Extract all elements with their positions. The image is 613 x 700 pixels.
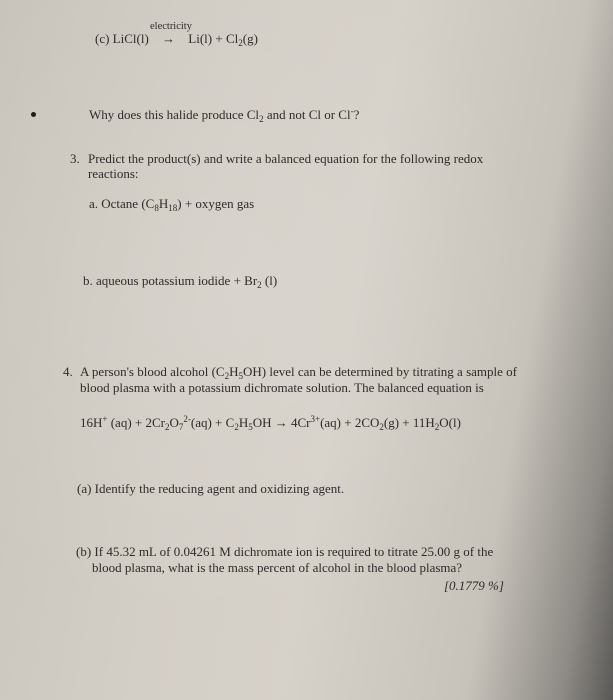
question-3b: b. aqueous potassium iodide + $Br_2$ (l) bbox=[83, 273, 278, 290]
balanced-equation: 16H+ $(aq) + 2Cr_2O_7^{2-}(aq) + C_2H_5OH \to 4Cr^{3+}(aq) + 2CO_2(g) + 11H_2O(l)$ bbox=[80, 414, 461, 432]
question-4-number: 4. bbox=[63, 364, 73, 379]
question-4-text-line1: A person's blood alcohol $(C_2H_5OH)$ level can be determined by titrating a sample of bbox=[80, 364, 517, 381]
electricity-label: electricity bbox=[150, 21, 192, 32]
question-3-number: 3. bbox=[70, 151, 80, 166]
question-3-text-line2: reactions: bbox=[88, 166, 139, 181]
question-3a: a. Octane $(C_8H_{18})$ + oxygen gas bbox=[89, 196, 255, 213]
question-4a: (a) Identify the reducing agent and oxidizing agent. bbox=[77, 481, 345, 496]
reaction-arrow: → bbox=[162, 31, 176, 46]
question-4b-line1: (b) If 45.32 mL of 0.04261 M dichromate ion is required to titrate 25.00 g of the bbox=[76, 544, 494, 559]
reaction-c: (c) LiCl(l) → $Li(l) + Cl_2(g)$ bbox=[95, 31, 258, 48]
why-question: Why does this halide produce $Cl_2$ and not Cl or Cl-? bbox=[89, 106, 360, 124]
question-4-text-line2: blood plasma with a potassium dichromate solution. The balanced equation is bbox=[80, 380, 484, 395]
reaction-c-reactant: (c) LiCl(l) bbox=[95, 31, 149, 46]
reaction-c-product-li: Li(l) + bbox=[188, 31, 223, 46]
answer-value: [0.1779 %] bbox=[444, 578, 504, 593]
question-3-text-line1: Predict the product(s) and write a balanced equation for the following redox bbox=[88, 151, 484, 166]
question-4b-line2: blood plasma, what is the mass percent of alcohol in the blood plasma? bbox=[92, 560, 463, 575]
bullet-dot bbox=[31, 112, 36, 117]
